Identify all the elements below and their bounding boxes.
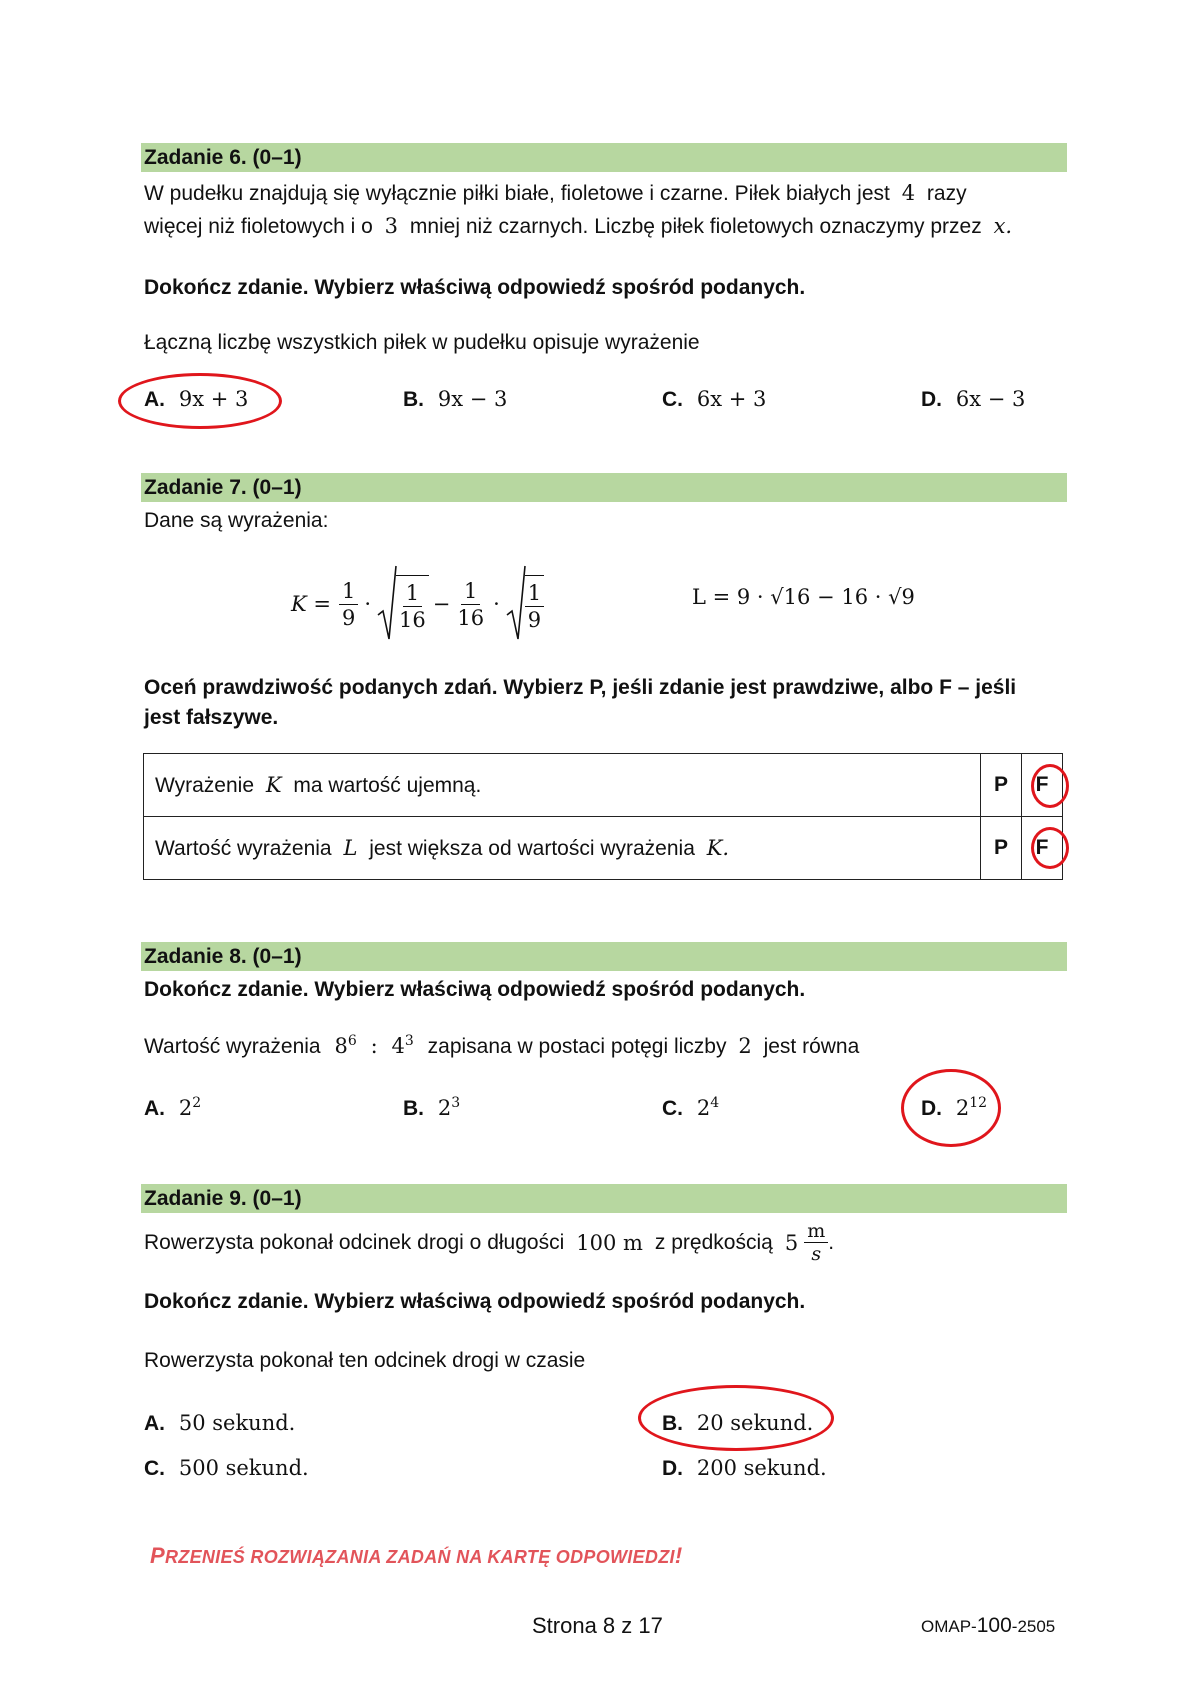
statement-cell: Wartość wyrażenia L jest większa od wartości wyrażenia K. [144, 817, 981, 880]
answer-mark-circle [1031, 827, 1069, 869]
task6-text-line1: W pudełku znajdują się wyłącznie piłki białe, fioletowe i czarne. Piłek białych jest 4 razy [144, 181, 967, 205]
page-number: Strona 8 z 17 [532, 1613, 663, 1638]
task8-option-c[interactable]: C. $2^4$ [662, 1095, 720, 1120]
task7-instruction: Oceń prawdziwość podanych zdań. Wybierz P, jeśli zdanie jest prawdziwe, albo F – jeśli jest fałszywe. [144, 676, 1017, 729]
answer-mark-circle [901, 1069, 1001, 1147]
task9-option-b[interactable]: B. 20 sekund. [662, 1411, 814, 1435]
k-expression: K = $\frac{1}{9}$ · $\frac{1}{16}$ − $\frac{1}{16}$ · $\frac{1}{9}$ [291, 565, 544, 643]
answer-mark-circle [638, 1385, 834, 1451]
transfer-answers-note: PRZENIEŚ ROZWIĄZANIA ZADAŃ NA KARTĘ ODPOWIEDZI! [150, 1543, 683, 1568]
task9-text: Rowerzysta pokonał odcinek drogi o długości 100 m z prędkością 5 $\frac{m}{s}$ . [144, 1220, 835, 1265]
table-row [144, 817, 1063, 880]
table-row [144, 754, 1063, 817]
task6-header: Zadanie 6. (0–1) [141, 143, 1067, 172]
task7-intro: Dane są wyrażenia: [144, 509, 329, 532]
statement-cell: Wyrażenie K ma wartość ujemną. [144, 754, 981, 817]
option-p[interactable]: P [981, 754, 1022, 817]
task9-option-d[interactable]: D. 200 sekund. [662, 1456, 827, 1480]
option-f[interactable]: F [1022, 817, 1063, 880]
task9-option-a[interactable]: A. 50 sekund. [144, 1411, 296, 1435]
task6-instruction: Dokończ zdanie. Wybierz właściwą odpowiedź spośród podanych. [144, 276, 806, 299]
task6-option-b[interactable]: B. 9x − 3 [403, 387, 508, 411]
task9-instruction: Dokończ zdanie. Wybierz właściwą odpowiedź spośród podanych. [144, 1290, 806, 1313]
task6-option-d[interactable]: D. 6x − 3 [921, 387, 1026, 411]
option-f[interactable]: F [1022, 754, 1063, 817]
k-frac-4: $\frac{1}{9}$ [525, 575, 544, 633]
task7-header: Zadanie 7. (0–1) [141, 473, 1067, 502]
true-false-table [143, 753, 1063, 880]
task8-option-a[interactable]: A. $2^2$ [144, 1095, 202, 1120]
task9-header: Zadanie 9. (0–1) [141, 1184, 1067, 1213]
sqrt-sign [377, 565, 397, 643]
task6-option-a[interactable]: A. 9x + 3 [144, 387, 249, 411]
task9-option-c[interactable]: C. 500 sekund. [144, 1456, 309, 1480]
task8-option-b[interactable]: B. $2^3$ [403, 1095, 461, 1120]
k-frac-1: $\frac{1}{9}$ [339, 578, 358, 631]
task8-instruction: Dokończ zdanie. Wybierz właściwą odpowiedź spośród podanych. [144, 978, 806, 1001]
task8-header: Zadanie 8. (0–1) [141, 942, 1067, 971]
exam-code: OMAP-100-2505 [921, 1614, 1056, 1637]
option-p[interactable]: P [981, 817, 1022, 880]
l-expression: L = 9 · √16 − 16 · √9 [692, 585, 915, 609]
answer-mark-circle [1031, 764, 1069, 808]
task6-text-line2: więcej niż fioletowych i o 3 mniej niż czarnych. Liczbę piłek fioletowych oznaczymy przez x. [144, 214, 1013, 238]
answer-mark-circle [118, 373, 282, 429]
task6-prompt: Łączną liczbę wszystkich piłek w pudełku opisuje wyrażenie [144, 331, 700, 354]
sqrt-sign [506, 565, 526, 643]
task8-prompt: Wartość wyrażenia $8^6$ : $4^3$ zapisana w postaci potęgi liczby 2 jest równa [144, 1033, 860, 1058]
k-frac-3: $\frac{1}{16}$ [457, 578, 485, 630]
task8-option-d[interactable]: D. $2^{12}$ [921, 1095, 988, 1120]
k-frac-2: $\frac{1}{16}$ [396, 575, 429, 633]
speed-unit: $\frac{m}{s}$ [804, 1220, 828, 1265]
task9-prompt: Rowerzysta pokonał ten odcinek drogi w czasie [144, 1349, 586, 1372]
task6-option-c[interactable]: C. 6x + 3 [662, 387, 767, 411]
